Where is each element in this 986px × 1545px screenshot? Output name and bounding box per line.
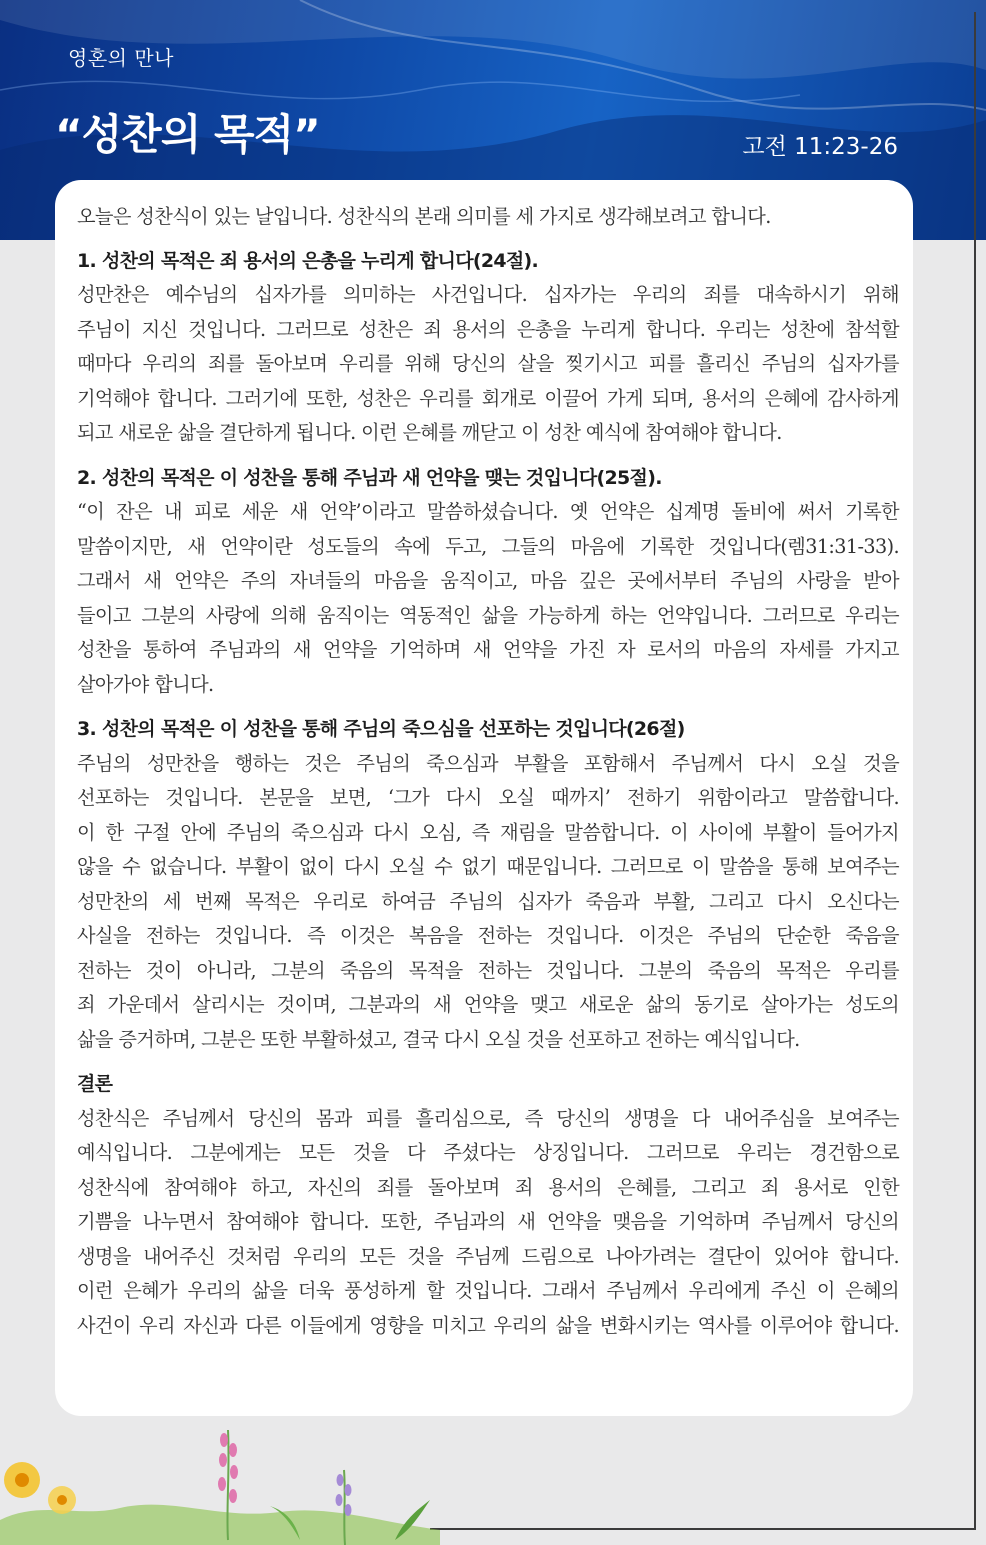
flower-illustration [0, 1400, 460, 1545]
body-line: 선포하는 것입니다. 본문을 보면, ‘그가 다시 오실 때까지’ 전하기 위함이라고 말씀합니다. [77, 786, 899, 809]
section-heading: 3. 성찬의 목적은 이 성찬을 통해 주님의 죽으심을 선포하는 것입니다(26절) [77, 718, 685, 740]
section-1 [77, 244, 899, 451]
body-line: 성찬식은 주님께서 당신의 몸과 피를 흘리심으로, 즉 당신의 생명을 다 내어주심을 보여주는 [77, 1106, 899, 1130]
body-line: 되고 새로운 삶을 결단하게 됩니다. 이런 은혜를 깨닫고 이 성찬 예식에 참여해야 합니다. [77, 421, 782, 444]
body-line: 말씀이지만, 새 언약이란 성도들의 속에 두고, 그들의 마음에 기록한 것입니다(렘31:31-33). [77, 534, 899, 558]
section-heading: 1. 성찬의 목적은 죄 용서의 은총을 누리게 합니다(24절). [77, 249, 539, 272]
sermon-body [77, 200, 899, 1343]
scripture-reference: 고전 11:23-26 [742, 134, 898, 160]
section-heading: 2. 성찬의 목적은 이 성찬을 통해 주님과 새 언약을 맺는 것입니다(25절). [77, 466, 662, 489]
body-line: 성만찬은 예수님의 십자가를 의미하는 사건입니다. 십자가는 우리의 죄를 대속하시기 위해 [77, 283, 899, 306]
section-2 [77, 461, 899, 703]
body-line: 이 한 구절 안에 주님의 죽으심과 다시 오심, 즉 재림을 말씀합니다. 이 사이에 부활이 들어가지 [77, 820, 899, 844]
body-line: 살아가야 합니다. [77, 672, 214, 696]
body-line: 생명을 내어주신 것처럼 우리의 모든 것을 주님께 드림으로 나아가려는 결단이 있어야 합니다. [77, 1244, 899, 1268]
body-line: 이런 은혜가 우리의 삶을 더욱 풍성하게 할 것입니다. 그래서 주님께서 우리에게 주신 이 은혜의 [77, 1279, 899, 1302]
conclusion-section [77, 1067, 899, 1343]
intro-paragraph: 오늘은 성찬식이 있는 날입니다. 성찬식의 본래 의미를 세 가지로 생각해보려고 합니다. [77, 205, 771, 228]
body-line: 전하는 것이 아니라, 그분의 죽음의 목적을 전하는 것입니다. 그분의 죽음의 목적은 우리를 [77, 958, 899, 982]
body-line: “이 잔은 내 피로 세운 새 언약’이라고 말씀하셨습니다. 옛 언약은 십계명 돌비에 써서 기록한 [77, 500, 899, 523]
section-heading: 결론 [77, 1073, 113, 1095]
frame-bottom-line [430, 1528, 976, 1530]
section-3 [77, 712, 899, 1057]
body-line: 들이고 그분의 사랑에 의해 움직이는 역동적인 삶을 가능하게 하는 언약입니다. 그러므로 우리는 [77, 603, 899, 627]
body-line: 않을 수 없습니다. 부활이 없이 다시 오실 수 없기 때문입니다. 그러므로 이 말씀을 통해 보여주는 [77, 855, 899, 878]
body-line: 성만찬의 세 번째 목적은 우리로 하여금 주님의 십자가 죽음과 부활, 그리고 다시 오신다는 [77, 889, 899, 913]
body-line: 성찬식에 참여해야 하고, 자신의 죄를 돌아보며 죄 용서의 은혜를, 그리고 죄 용서로 인한 [77, 1175, 899, 1199]
body-line: 사실을 전하는 것입니다. 즉 이것은 복음을 전하는 것입니다. 이것은 주님의 단순한 죽음을 [77, 924, 899, 947]
body-line: 주님이 지신 것입니다. 그러므로 성찬은 죄 용서의 은총을 누리게 합니다. 우리는 성찬에 참석할 [77, 317, 899, 341]
body-line: 삶을 증거하며, 그분은 또한 부활하셨고, 결국 다시 오실 것을 선포하고 전하는 예식입니다. [77, 1027, 800, 1051]
frame-right-line [974, 12, 976, 1530]
body-line: 주님의 성만찬을 행하는 것은 주님의 죽으심과 부활을 포함해서 주님께서 다시 오실 것을 [77, 751, 899, 775]
body-line: 성찬을 통하여 주님과의 새 언약을 기억하며 새 언약을 가진 자 로서의 마음의 자세를 가지고 [77, 638, 899, 661]
body-line: 기쁨을 나누면서 참여해야 합니다. 또한, 주님과의 새 언약을 맺음을 기억하며 주님께서 당신의 [77, 1210, 899, 1233]
body-line: 사건이 우리 자신과 다른 이들에게 영향을 미치고 우리의 삶을 변화시키는 역사를 이루어야 합니다. [77, 1313, 899, 1337]
body-line: 그래서 새 언약은 주의 자녀들의 마음을 움직이고, 마음 깊은 곳에서부터 주님의 사랑을 받아 [77, 569, 899, 592]
body-line: 예식입니다. 그분에게는 모든 것을 다 주셨다는 상징입니다. 그러므로 우리는 경건함으로 [77, 1141, 899, 1164]
page-title: “성찬의 목적” [55, 110, 320, 159]
content-card [55, 180, 913, 1416]
body-line: 기억해야 합니다. 그러기에 또한, 성찬은 우리를 회개로 이끌어 가게 되며, 용서의 은혜에 감사하게 [77, 386, 899, 410]
body-line: 죄 가운데서 살리시는 것이며, 그분과의 새 언약을 맺고 새로운 삶의 동기로 살아가는 성도의 [77, 993, 899, 1016]
section-label: 영혼의 만나 [68, 46, 174, 70]
body-line: 때마다 우리의 죄를 돌아보며 우리를 위해 당신의 살을 찢기시고 피를 흘리신 주님의 십자가를 [77, 352, 899, 375]
